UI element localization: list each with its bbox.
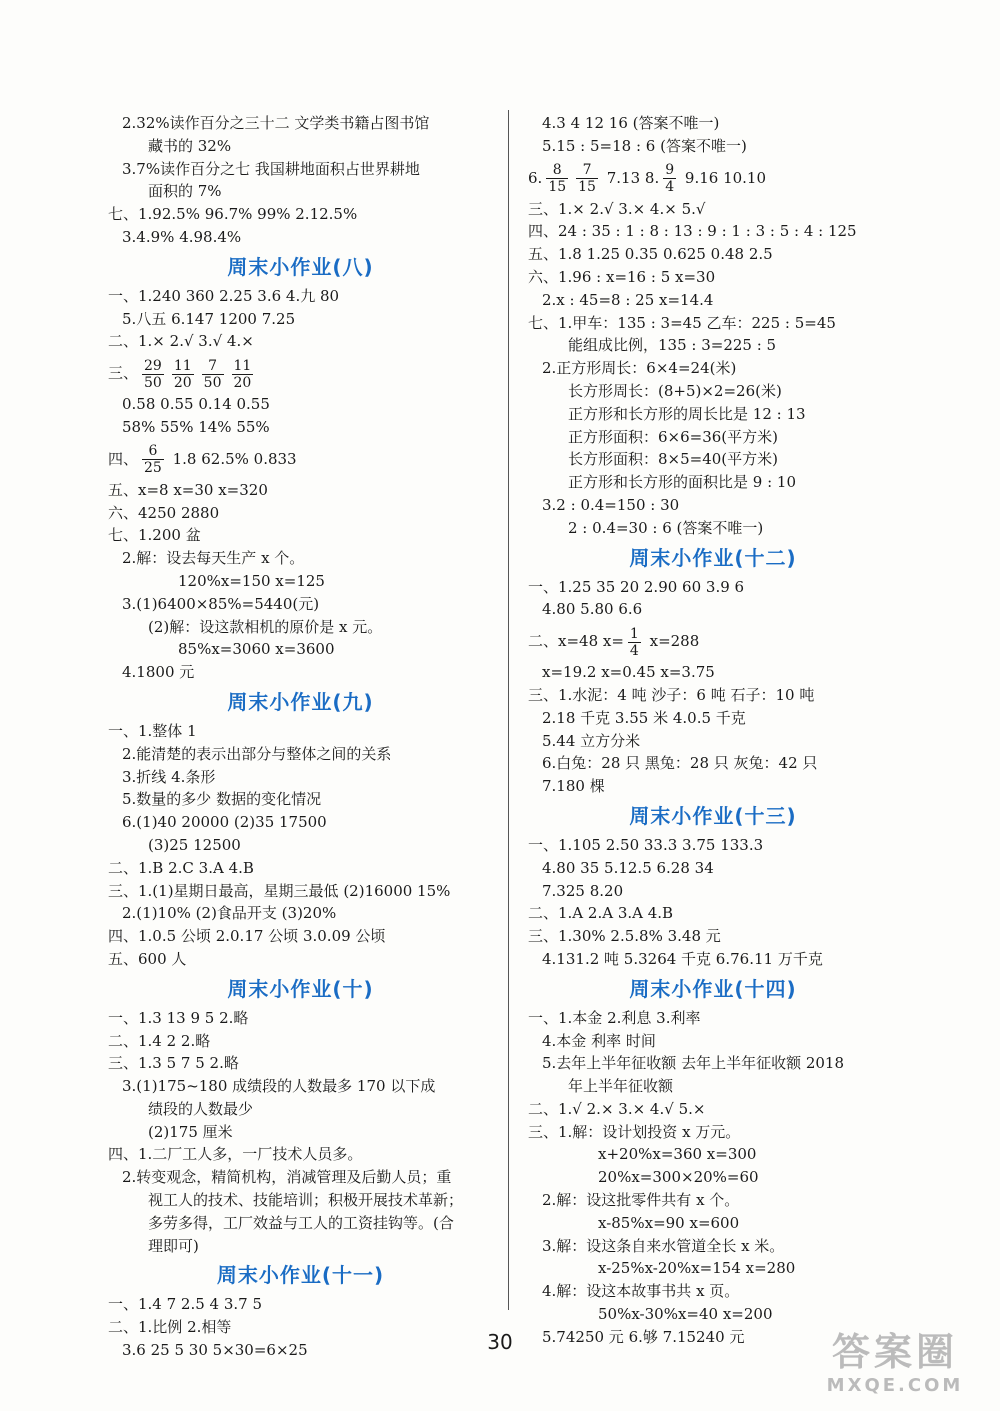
answer-line: 3.4.9% 4.98.4%: [122, 227, 242, 246]
answer-line: 四、1.二厂工人多，一厂技术人员多。: [108, 1145, 363, 1164]
fraction-numerator: 1: [629, 625, 639, 642]
column-divider: [508, 110, 509, 1310]
answer-line: 多劳多得，工厂效益与工人的工资挂钩等。(合: [148, 1213, 454, 1232]
fraction-numerator: 11: [233, 357, 252, 374]
section-heading: 周末小作业(十): [227, 976, 374, 1001]
answer-line: 2.转变观念，精简机构，消减管理及后勤人员；重: [122, 1168, 452, 1187]
answer-line: 2.能清楚的表示出部分与整体之间的关系: [122, 744, 392, 763]
answer-line: 六、1.96 : x=16 : 5 x=30: [528, 267, 716, 286]
line-suffix: x=288: [644, 632, 700, 651]
answer-line: 2 : 0.4=30 : 6 (答案不唯一): [568, 518, 764, 537]
fraction-numerator: 29: [144, 357, 162, 374]
answer-line: 五、1.8 1.25 0.35 0.625 0.48 2.5: [528, 245, 773, 264]
answer-line: 3.折线 4.条形: [122, 767, 216, 786]
fraction: [663, 162, 676, 195]
answer-line-fractions: [108, 353, 493, 393]
answer-line: 4.131.2 吨 5.3264 千克 6.76.11 万千克: [542, 949, 823, 968]
fraction-numerator: 7: [576, 162, 598, 179]
answer-line: 5.数量的多少 数据的变化情况: [122, 790, 322, 809]
watermark-bottom: MXQE.COM: [826, 1375, 964, 1396]
answer-line: 5.去年上半年征收额 去年上半年征收额 2018: [542, 1054, 845, 1073]
answer-line: (2)解：设这款相机的原价是 x 元。: [148, 617, 383, 636]
answer-line: 3.7%读作百分之七 我国耕地面积占世界耕地: [122, 159, 420, 178]
answer-line: 三、1.水泥：4 吨 沙子：6 吨 石子：10 吨: [528, 685, 815, 704]
answer-line: 二、1.× 2.√ 3.√ 4.×: [108, 332, 254, 351]
answer-line: 长方形周长：(8+5)×2=26(米): [568, 381, 782, 400]
fraction: [576, 162, 598, 195]
answer-line: (2)175 厘米: [148, 1122, 233, 1141]
answer-line: 正方形和长方形的周长比是 12 : 13: [568, 404, 806, 423]
right-answer-column: [528, 112, 898, 1349]
answer-line-fractions: [108, 439, 493, 479]
answer-line: x-25%x-20%x=154 x=280: [598, 1259, 796, 1278]
line-prefix: 6.: [528, 168, 543, 187]
answer-line: 七、1.200 盆: [108, 526, 201, 545]
answer-line: 58% 55% 14% 55%: [122, 417, 270, 436]
answer-line: 七、1.甲车：135 : 3=45 乙车：225 : 5=45: [528, 313, 836, 332]
answer-line-fractions: [528, 158, 898, 198]
answer-line: 5.74250 元 6.够 7.15240 元: [542, 1327, 745, 1346]
answer-line: x=19.2 x=0.45 x=3.75: [542, 663, 715, 682]
answer-line: 7.180 棵: [542, 777, 605, 796]
answer-line: 2.18 千克 3.55 米 4.0.5 千克: [542, 708, 746, 727]
answer-line: 5.15 : 5=18 : 6 (答案不唯一): [542, 136, 747, 155]
answer-line: 年上半年征收额: [568, 1077, 674, 1096]
answer-line: 一、1.25 35 20 2.90 60 3.9 6: [528, 577, 745, 596]
line-prefix: 二、x=48 x=: [528, 632, 624, 651]
answer-line: 2.解：设这批零件共有 x 个。: [542, 1191, 740, 1210]
answer-line: 一、1.本金 2.利息 3.利率: [528, 1008, 701, 1027]
fraction: [628, 626, 641, 659]
answer-line: 4.80 5.80 6.6: [542, 600, 643, 619]
fraction: [142, 443, 164, 476]
section-heading: 周末小作业(十四): [629, 976, 797, 1001]
fraction-denominator: 50: [203, 374, 222, 391]
fraction-denominator: 4: [665, 179, 675, 196]
answer-line: 三、1.30% 2.5.8% 3.48 元: [528, 927, 721, 946]
answer-line: 三、1.3 5 7 5 2.略: [108, 1054, 239, 1073]
answer-line: 四、24 : 35 : 1 : 8 : 13 : 9 : 1 : 3 : 5 : 4 : 125: [528, 222, 857, 241]
answer-line: 4.3 4 12 16 (答案不唯一): [542, 114, 720, 132]
fraction: [172, 358, 194, 391]
left-answer-column: [108, 112, 493, 1362]
answer-line: 20%x=300×20%=60: [598, 1168, 759, 1187]
fraction-numerator: 6: [142, 443, 164, 460]
answer-line: 理即可): [148, 1236, 199, 1255]
answer-line: 6.(1)40 20000 (2)35 17500: [122, 813, 327, 832]
answer-line: 4.80 35 5.12.5 6.28 34: [542, 858, 714, 877]
answer-line: 二、1.B 2.C 3.A 4.B: [108, 858, 254, 877]
answer-line: 一、1.整体 1: [108, 721, 197, 740]
line-prefix: 三、: [108, 364, 139, 383]
answer-line: 三、1.× 2.√ 3.× 4.× 5.√: [528, 199, 706, 218]
answer-line: 长方形面积：8×5=40(平方米): [568, 450, 779, 469]
answer-line: x-85%x=90 x=600: [598, 1213, 740, 1232]
answer-line-fractions: [528, 621, 898, 661]
answer-line: 4.解：设这本故事书共 x 页。: [542, 1282, 740, 1301]
answer-line: 5.八五 6.147 1200 7.25: [122, 309, 296, 328]
answer-line: 面积的 7%: [148, 182, 222, 201]
answer-line: 2.32%读作百分之三十二 文学类书籍占图书馆: [122, 114, 430, 132]
answer-line: 2.x : 45=8 : 25 x=14.4: [542, 290, 714, 309]
answer-line: 五、x=8 x=30 x=320: [108, 480, 268, 499]
answer-line: 正方形和长方形的面积比是 9 : 10: [568, 473, 796, 492]
answer-line: 一、1.4 7 2.5 4 3.7 5: [108, 1295, 263, 1314]
fraction-denominator: 50: [144, 374, 162, 391]
section-heading: 周末小作业(十三): [629, 803, 797, 828]
answer-line: 一、1.3 13 9 5 2.略: [108, 1008, 249, 1027]
line-prefix: 四、: [108, 449, 139, 468]
answer-line: 120%x=150 x=125: [178, 571, 325, 590]
answer-line: 正方形面积：6×6=36(平方米): [568, 427, 779, 446]
line-suffix: 1.8 62.5% 0.833: [167, 449, 297, 468]
answer-line: 能组成比例，135 : 3=225 : 5: [568, 336, 777, 355]
answer-line: 0.58 0.55 0.14 0.55: [122, 395, 270, 414]
fraction-denominator: 25: [144, 460, 162, 477]
answer-line: x+20%x=360 x=300: [598, 1145, 757, 1164]
fraction: [232, 358, 254, 391]
answer-line: 绩段的人数最少: [148, 1099, 254, 1118]
fraction-numerator: 8: [546, 162, 568, 179]
fraction-denominator: 4: [629, 642, 639, 659]
line-suffix: 9.16 10.10: [680, 168, 767, 187]
fraction-denominator: 20: [173, 374, 192, 391]
answer-line: 二、1.√ 2.× 3.× 4.√ 5.×: [528, 1099, 706, 1118]
answer-line: 2.解：设去每天生产 x 个。: [122, 549, 305, 568]
answer-line: 一、1.240 360 2.25 3.6 4.九 80: [108, 286, 340, 305]
answer-line: 85%x=3060 x=3600: [178, 640, 335, 659]
section-heading: 周末小作业(十二): [629, 545, 797, 570]
answer-line: 7.325 8.20: [542, 881, 624, 900]
fraction: [546, 162, 568, 195]
fraction: [142, 358, 164, 391]
section-heading: 周末小作业(八): [227, 254, 374, 279]
fraction: [202, 358, 224, 391]
watermark-top: 答案圈: [831, 1330, 958, 1374]
answer-line: (3)25 12500: [148, 835, 241, 854]
answer-line: 五、600 人: [108, 949, 187, 968]
answer-line: 3.6 25 5 30 5×30=6×25: [122, 1341, 308, 1360]
answer-line: 50%x-30%x=40 x=200: [598, 1305, 773, 1324]
answer-line: 3.(1)6400×85%=5440(元): [122, 594, 320, 613]
fraction-denominator: 15: [548, 179, 567, 196]
answer-line: 二、1.比例 2.相等: [108, 1318, 232, 1337]
line-middle: 7.13 8.: [601, 168, 660, 187]
answer-line: 视工人的技术、技能培训；积极开展技术革新；: [148, 1191, 464, 1210]
answer-line: 2.(1)10% (2)食品开支 (3)20%: [122, 904, 337, 923]
answer-line: 四、1.0.5 公顷 2.0.17 公顷 3.0.09 公顷: [108, 927, 386, 946]
answer-line: 6.白兔：28 只 黑兔：28 只 灰兔：42 只: [542, 754, 818, 773]
answer-line: 3.解：设这条自来水管道全长 x 米。: [542, 1236, 785, 1255]
answer-line: 七、1.92.5% 96.7% 99% 2.12.5%: [108, 205, 358, 224]
answer-line: 4.1800 元: [122, 663, 195, 682]
fraction-denominator: 15: [578, 179, 596, 196]
section-heading: 周末小作业(九): [227, 689, 374, 714]
fraction-numerator: 11: [173, 357, 192, 374]
fraction-denominator: 20: [233, 374, 252, 391]
answer-line: 一、1.105 2.50 33.3 3.75 133.3: [528, 835, 764, 854]
answer-line: 三、1.解：设计划投资 x 万元。: [528, 1122, 741, 1141]
answer-line: 六、4250 2880: [108, 503, 220, 522]
fraction-numerator: 7: [202, 358, 224, 375]
answer-line: 2.正方形周长：6×4=24(米): [542, 359, 737, 378]
answer-line: 二、1.4 2 2.略: [108, 1031, 211, 1050]
answer-line: 二、1.A 2.A 3.A 4.B: [528, 904, 674, 923]
answer-line: 5.44 立方分米: [542, 731, 641, 750]
answer-line: 藏书的 32%: [148, 136, 232, 155]
answer-line: 3.(1)175~180 成绩段的人数最多 170 以下成: [122, 1077, 436, 1096]
answer-line: 三、1.(1)星期日最高，星期三最低 (2)16000 15%: [108, 881, 451, 900]
fraction-numerator: 9: [665, 162, 675, 179]
watermark-logo: [800, 1330, 990, 1406]
answer-line: 3.2 : 0.4=150 : 30: [542, 495, 680, 514]
section-heading: 周末小作业(十一): [216, 1263, 385, 1288]
page-number: 30: [487, 1330, 513, 1354]
answer-line: 4.本金 利率 时间: [542, 1031, 656, 1050]
